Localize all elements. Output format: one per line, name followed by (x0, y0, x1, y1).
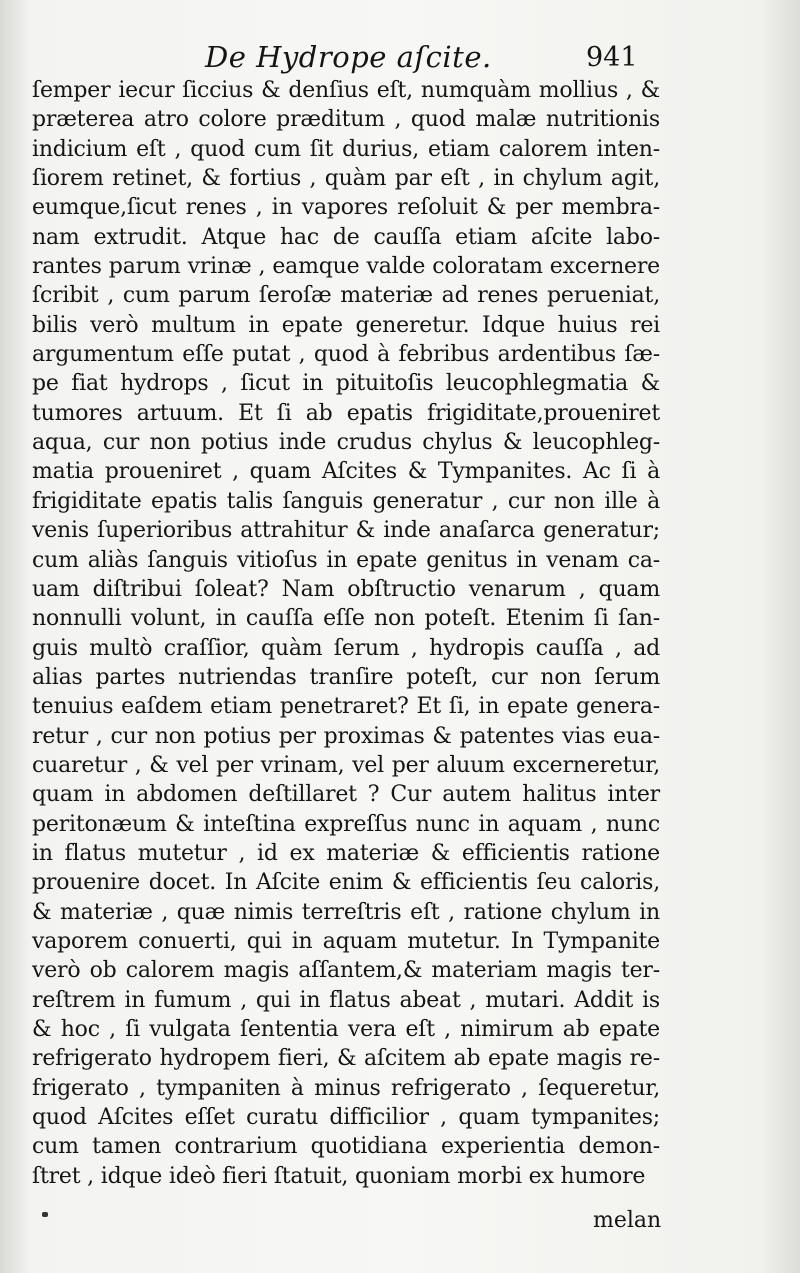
body-text (32, 76, 660, 1191)
text-line: cum tamen contrarium quotidiana experientia demon- (32, 1134, 660, 1160)
text-line: indicium eſt , quod cum ſit durius, etiam calorem inten- (32, 136, 660, 162)
catchword: melan (593, 1208, 662, 1233)
text-line: quod Aſcites eſſet curatu difficilior , quam tympanites; (32, 1105, 660, 1131)
text-line: venis ſuperioribus attrahitur & inde anaſarca generatur; (32, 518, 660, 544)
text-line: rantes parum vrinæ , eamque valde coloratam excernere (32, 254, 660, 280)
text-line: ſiorem retinet, & fortius , quàm par eſt , in chylum agit, (32, 166, 660, 192)
text-line: tenuius eaſdem etiam penetraret? Et ſi, in epate genera- (32, 694, 660, 720)
text-line: & hoc , ſi vulgata ſententia vera eſt , nimirum ab epate (32, 1017, 660, 1042)
text-line: ſemper iecur ſiccius & denſius eſt, numquàm mollius , & (32, 78, 660, 103)
text-line: peritonæum & inteſtina expreſſus nunc in aquam , nunc (32, 811, 660, 837)
text-line: alias partes nutriendas tranſire poteſt, cur non ſerum (32, 664, 660, 690)
text-line: ſtret , idque ideò fieri ſtatuit, quoniam morbi ex humore (32, 1163, 646, 1189)
text-line: tumores artuum. Et ſi ab epatis frigiditate,proueniret (32, 400, 660, 426)
text-line: frigerato , tympaniten à minus refrigerato , ſequeretur, (32, 1075, 660, 1101)
text-line: uam diſtribui ſoleat? Nam obſtructio venarum , quam (32, 576, 660, 602)
text-line: cum aliàs ſanguis vitioſus in epate genitus in venam ca- (32, 547, 660, 573)
text-line: matia proueniret , quam Aſcites & Tympanites. Ac ſi à (32, 459, 660, 485)
text-line: vaporem conuerti, qui in aquam mutetur. In Tympanite (32, 928, 660, 954)
text-line: guis multò craſſior, quàm ſerum , hydropis cauſſa , ad (32, 635, 660, 661)
text-line: & materiæ , quæ nimis terreſtris eſt , ratione chylum in (32, 899, 660, 925)
text-line: nonnulli volunt, in cauſſa eſſe non poteſt. Etenim ſi ſan- (32, 606, 660, 632)
text-line: frigiditate epatis talis ſanguis generatur , cur non ille à (32, 488, 660, 514)
text-line: refrigerato hydropem fieri, & aſcitem ab epate magis re- (32, 1046, 660, 1072)
page-number: 941 (586, 42, 638, 73)
ink-speck (42, 1212, 48, 1217)
text-line: verò ob calorem magis aſſantem,& materiam magis ter- (32, 958, 660, 984)
text-line: argumentum eſſe putat , quod à febribus ardentibus ſæ- (32, 342, 660, 368)
page-header (0, 40, 800, 80)
text-line: nam extrudit. Atque hac de cauſſa etiam aſcite labo- (32, 224, 660, 250)
text-line: præterea atro colore præditum , quod malæ nutritionis (32, 107, 660, 133)
text-line: cuaretur , & vel per vrinam, vel per aluum excerneretur, (32, 752, 660, 778)
text-line: prouenire docet. In Aſcite enim & efficientis ſeu caloris, (32, 870, 660, 896)
text-line: quam in abdomen deſtillaret ? Cur autem halitus inter (32, 782, 660, 808)
running-title: De Hydrope aſcite. (205, 40, 492, 74)
text-line: retur , cur non potius per proximas & patentes vias eua- (32, 723, 660, 749)
text-line: pe fiat hydrops , ſicut in pituitoſis leucophlegmatia & (32, 371, 660, 397)
text-line: aqua, cur non potius inde crudus chylus & leucophleg- (32, 430, 660, 456)
text-line: ſcribit , cum parum ſeroſæ materiæ ad renes perueniat, (32, 283, 660, 309)
text-line: bilis verò multum in epate generetur. Idque huius rei (32, 312, 660, 338)
text-line: reſtrem in fumum , qui in flatus abeat , mutari. Addit is (32, 987, 660, 1013)
text-line: in flatus mutetur , id ex materiæ & efficientis ratione (32, 840, 660, 866)
text-line: eumque,ſicut renes , in vapores reſoluit & per membra- (32, 195, 660, 221)
